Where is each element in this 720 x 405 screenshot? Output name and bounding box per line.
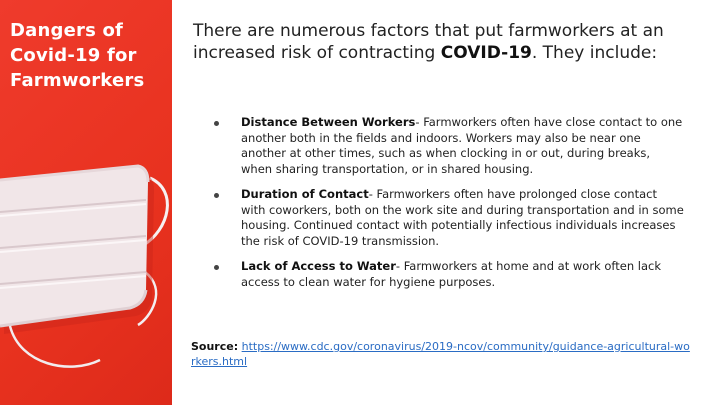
slide-title-line-1: Dangers of bbox=[10, 20, 124, 41]
intro-text-before: There are numerous factors that put farmworkers at an increased risk of contracting bbox=[193, 21, 664, 63]
factor-heading: Duration of Contact bbox=[241, 187, 369, 201]
intro-paragraph bbox=[193, 20, 698, 64]
source-link[interactable]: https://www.cdc.gov/coronavirus/2019-ncov/community/guidance-agricultural-workers.html bbox=[191, 340, 690, 368]
factor-heading: Lack of Access to Water bbox=[241, 259, 396, 273]
factor-heading: Distance Between Workers bbox=[241, 115, 416, 129]
list-item bbox=[214, 187, 684, 249]
slide-title-line-2: Covid-19 for bbox=[10, 45, 137, 66]
list-item bbox=[214, 115, 684, 177]
source-citation bbox=[191, 339, 691, 369]
bullet-dot-icon bbox=[214, 265, 219, 270]
bullet-dot-icon bbox=[214, 193, 219, 198]
list-item bbox=[214, 259, 684, 290]
slide-title-line-3: Farmworkers bbox=[10, 70, 145, 91]
face-mask-image bbox=[0, 150, 172, 405]
factor-body: - Farmworkers at home and at work often lack access to clean water for hygiene purposes. bbox=[241, 259, 662, 289]
bullet-dot-icon bbox=[214, 121, 219, 126]
intro-text-after: . They include: bbox=[531, 43, 658, 63]
intro-bold-covid: COVID-19 bbox=[440, 43, 532, 63]
slide-title bbox=[10, 18, 168, 93]
factor-body: - Farmworkers often have prolonged close contact with coworkers, both on the work site and during transportation and in some housing. Continued contact with potentially infectious individuals increases the risk of COVID-19 transmission. bbox=[241, 187, 684, 248]
factor-body: - Farmworkers often have close contact to one another both in the fields and indoors. Workers may also be near one another at other times, such as when clocking in or out, during breaks, when sharing transportation, or in shared housing. bbox=[241, 115, 683, 176]
left-red-panel bbox=[0, 0, 172, 405]
source-label: Source: bbox=[191, 340, 239, 353]
risk-factor-list bbox=[214, 115, 684, 300]
